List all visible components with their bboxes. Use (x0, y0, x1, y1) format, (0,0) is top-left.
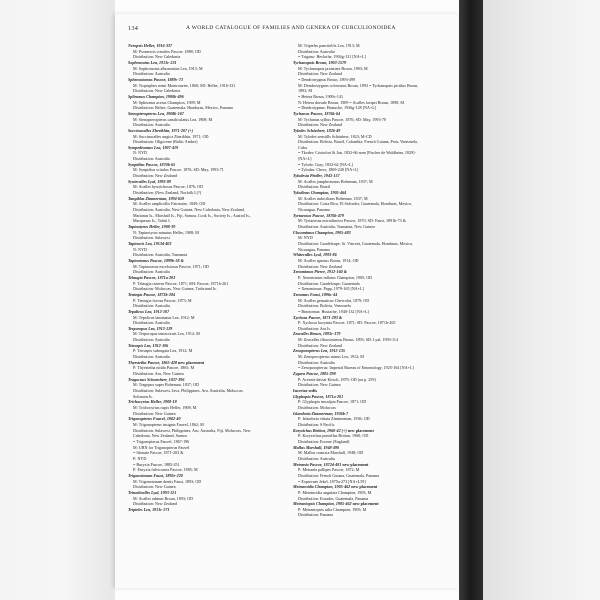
entry-detail-line: Distribution: Australia (133, 354, 170, 360)
genus-name: Tapinotyrus Heller, 1908-39 (128, 224, 176, 229)
entry-detail-line: N: NYD (133, 246, 147, 252)
genus-name: Succinacalles Zherikhin, 1971-207 (+) (128, 127, 194, 133)
entry-detail-line: Distribution: Sulawesi, Java, Philippines, Aru, Australia, Moluccas, (133, 388, 244, 394)
placement-note: new placement (342, 461, 369, 467)
genus-name: Glyphopia Pascoe, 1871a-201 (293, 393, 344, 399)
genus-name: Tetraspis Lea, 1912-106 (128, 342, 169, 348)
genus-name: Tylodinus Champion, 1905-464 (293, 190, 347, 196)
entry-detail-line: N: Hetera dorsale Broun, 1909 = Acalles fasipei Broun, 1898; M (298, 99, 404, 105)
entry-detail-line: = Trigono: Heslache, 1904g-131 [NA+L] (298, 54, 366, 60)
genus-name: Telaugia Pascoe, 1871a-203 (128, 274, 176, 280)
entry-detail-line: M: NYD (298, 235, 313, 241)
entry-detail-line: Solomon Is. (133, 393, 153, 399)
entry-detail-line: Distribution: Bolivia, Venezuela (298, 303, 351, 309)
placement-note: new placement (352, 501, 379, 507)
entry-detail-line: Distribution: Brazil (298, 184, 330, 190)
entry-detail-line: N: NYD (133, 150, 147, 156)
entry-detail-line: Distribution: New Caledonia (133, 88, 181, 94)
entry-detail-line: Distribution: Costa Rica, El Salvador, Guatemala, Honduras, Mexico, (298, 201, 413, 207)
entry-detail-line: M: Splinonus acetus Champion, 1909; M (133, 99, 201, 105)
entry-detail-line: [NA+L] (298, 156, 312, 162)
entry-detail-line: = Trigonopterus Fauvel, 1867-196 (133, 438, 190, 444)
entry-detail-line: M: Tropisphex nemi Montrouzier, 1860; SD: Heller, 1916-331 (133, 82, 236, 88)
entry-detail-line: P: Koryzichus pontellus Britton, 1960; OD (298, 433, 369, 439)
entry-detail-line: Distribution: Guadeloupe; Guatemala (298, 280, 360, 286)
entry-detail-line: M: Acalles ignotus Broun, 1914; OD (298, 257, 359, 263)
genus-name: Mallus Marshall, 1948-490 (293, 444, 340, 450)
entry-detail-line: Distribution: New Zealand (298, 122, 342, 128)
genus-name: Splinonus Champion, 1900b-496 (128, 93, 184, 99)
entry-detail-line: P: Tentegia favosa Pascoe, 1873; M (133, 297, 192, 303)
entry-detail-line: M: Terporopus tenuicornis Lea, 1912; M (133, 331, 200, 337)
genus-heading (128, 507, 286, 513)
genus-name: Neropsis Heller, 1916-337 (128, 43, 173, 48)
entry-detail-line: M: Zeacalles fibrosissimus Broun, 1893; SD: Lyal, 1993-114 (298, 337, 399, 343)
entry-detail-line: Distribution: Moluccas, New Guinea, Trobriand Is. (133, 286, 217, 292)
entry-detail-line: = Zenoporopterus: Imperial Bureau of Entomology, 1925-164 [NA+L] (298, 365, 414, 371)
facing-page-edge (483, 0, 600, 600)
entry-detail-line: M: Tylodes sensiills Schönherr, 1823; M-CD (298, 133, 372, 139)
genus-name: Trigonotonum Faust, 1892e-220 (128, 472, 183, 478)
entry-detail-line: Distribution: New Zealand (298, 342, 342, 348)
entry-detail-line: M: Tripteles panctiolfis Lea, 1913; M (298, 43, 360, 48)
entry-detail-line: M: Stenopteropterus canaliculatus Lea, 1908; M (133, 116, 213, 122)
entry-detail-line: Distribution: Australia (298, 359, 335, 365)
genus-name: Whitecalles Lyal, 1993-86 (293, 252, 337, 258)
entry-detail-line: = Tylodas: Chevr, 1869-240 [NA+L] (298, 167, 359, 173)
entry-detail-line: Distribution: Australia, Tasmania, New Guinea (298, 224, 375, 229)
genus-name: Tapinotonus Pascoe, 1899b-58 & (128, 257, 184, 263)
entry-detail-line: P: Euryxia fulvicornis Pascoe, 1885; M (133, 467, 198, 473)
book-gutter (459, 0, 483, 600)
entry-detail-line: Distribution: Aru Is. (298, 325, 332, 331)
entry-detail-line: M: Psomecris comifex Pascoe, 1888; OD (133, 48, 201, 54)
placement-note: new placement (178, 359, 205, 365)
entry-detail-line: P: Glyphopia insculpta Pascoe, 1871; OD (298, 399, 367, 405)
entry-detail-line: Distribution: New Zealand (133, 501, 177, 507)
entry-detail-line: P: Metraniopsis ralia Champion, 1905; M (298, 506, 367, 512)
entry-detail-line: = Dendrotypnus: Hustache, 1936g-128 [NA+L] (298, 105, 377, 111)
entry-detail-line: P: Xenomimus inflatus Champion, 1905; OD (298, 274, 373, 280)
entry-detail-line: M: Acalles amplicollis Fairmaire, 1849; OD (133, 201, 206, 207)
entry-detail-line: P: Islandoria vittata Zimmerman, 1936; OD (298, 416, 370, 422)
entry-detail-line: Cuba (298, 144, 307, 150)
entry-detail-line: M: Acalles indocilians Boheman, 1837; M (298, 195, 368, 201)
genus-name: Zeacalles Broun, 1893c-379 (293, 331, 341, 337)
entry-detail-line: Distribution: Australia (133, 156, 170, 162)
entry-detail-line: Distribution: S Pacific (298, 421, 335, 427)
entry-detail-line: P: Metrania pallipes Pascoe, 1872; M (298, 467, 360, 473)
entry-detail-line: P: Telaugia cinerea Pascoe, 1871; SM: Pascoe, 1871b-261 (133, 280, 229, 286)
genus-name: Xenomus Faust, 1896c-44 (293, 291, 338, 297)
entry-detail-line: Distribution: New Guinea (133, 410, 176, 416)
entry-detail-line: Distribution: New Zealand (133, 173, 177, 179)
entry-detail-line: M: Succinacalles ungica Zherikhin, 1971; OD (133, 133, 209, 139)
entry-detail-line: M: Tapinoserus excelsiosus Pascoe, 1871; OD (133, 263, 209, 269)
entry-detail-line: M: Sophronotus albonotatus Lea, 1913; M (133, 65, 203, 71)
entry-detail-line: Distribution: Australia (298, 455, 335, 461)
entry-detail-line: = Dendrostygnus Broun, 1893-499 (298, 76, 356, 82)
genus-name: Tragocnus Schoenherr, 1837-396 (128, 376, 185, 382)
entry-detail-line: M: Dendrostygnus coloreatus Broun, 1893 = Tychanopais pictilus Broun, (298, 82, 419, 88)
entry-detail-line: = Binotomus: Hustache, 1940-132 [NA+L] (298, 308, 369, 314)
genus-name: Synpidius Pascoe, 1870b-65 (128, 161, 176, 167)
genus-name: Tripteles Lea, 1913c-271 (128, 506, 170, 512)
entry-detail-line: Distribution: Australia (133, 269, 170, 275)
entry-detail-line: Distribution: Australia, New Guinea, New Caledonia, New Zealand, (133, 207, 245, 213)
entry-detail-line: Distribution: Aru, New Guinea (133, 371, 184, 377)
genus-name: Sphenostomus Pascoe, 1889c-73 (128, 76, 183, 82)
genus-name: Thyestetha Pascoe, 1865-428 (128, 359, 178, 365)
entry-detail-line: Distribution: Guadeloupe, St. Vincent, Guatemala, Honduras, Mexico, (298, 240, 414, 246)
running-head: A WORLD CATALOGUE OF FAMILIES AND GENERA OF CURCULIONOIDEA (186, 25, 396, 31)
entry-detail-line: M: Tychanus sylbus Pascoe, 1876; SD: May, 1993-70 (298, 116, 386, 122)
genus-name: Ulosomimus Champion, 1905-483 (293, 229, 351, 235)
entry-detail-line: = Exptecnes Jekel, 1875a-273 [NA+L59] (298, 478, 366, 484)
entry-detail-line: M: Tyrtaeosus microlineosi Pascoe, 1870; SD: Faust, 1891b-73 & (298, 218, 406, 224)
placement-note: new placement (347, 427, 374, 433)
entry-detail-line: Distribution: Eocene (England) (298, 438, 350, 444)
entry-detail-line: Distribution: Ecuador, Guatemala, Panama (298, 495, 369, 501)
entry-detail-line: P: Acenste daviai Kirsch, 1879; OD (on p. 259) (298, 376, 376, 382)
genus-name: Tepalicus Lea, 1912-107 (128, 308, 170, 314)
entry-detail-line: Distribution: Australia (133, 320, 170, 326)
entry-detail-line: M: Trigonopterus insignis Fauvel, 1862; M (133, 421, 204, 427)
entry-detail-line: M: URN for Trigonopterus Fauvel (133, 444, 190, 450)
genus-name: Tylodesia Piedler, 1943-157 (293, 173, 340, 179)
entry-detail-line: = Buryxia Pascoe, 1885-251 (133, 461, 180, 467)
genus-name: Tentegia Pascoe, 1873b-284 (128, 291, 176, 297)
entry-detail-line: Distribution: New Guinea (133, 484, 176, 490)
entry-detail-line: Distribution: New Guinea (298, 382, 341, 388)
genus-name: Tychanus Pascoe, 1876b-64 (293, 110, 341, 116)
entry-detail-line: M: Trigonotonum dentis Faust, 1893; OD (133, 478, 202, 484)
entry-detail-line: Distribution: Australia (133, 337, 170, 343)
genus-name: Metraniopsis Champion, 1905-462 (293, 501, 352, 507)
genus-name: Syntecalles Lyal, 1993-89 (128, 178, 171, 184)
entry-detail-line: M: Acalles adamsi Broun, 1893; OD (133, 495, 194, 501)
entry-detail-line: = Idotarte Pascoe, 1871-203 & (133, 450, 184, 456)
entry-detail-line: Distribution: New Zealand (298, 263, 342, 269)
entry-detail-line: Distribution: Oligocene (Baltic Amber) (133, 139, 198, 145)
right-column (293, 43, 451, 518)
entry-detail-line: M: Tragopus super Boheman, 1837; OD (133, 382, 199, 388)
entry-detail-line: P: Thyestetha nitida Pascoe, 1865; M (133, 365, 195, 371)
genus-name: Metrania Pascoe, 1872d-481 (293, 461, 342, 467)
genus-name: Islandoria Zimmerman, 1936b-7 (293, 410, 349, 416)
entry-detail-line: Distribution: Australia (133, 122, 170, 128)
entry-detail-line: M: Tepalicus laminatus Lea, 1912; M (133, 314, 195, 320)
entry-detail-line: M: Synpidius scitulus Pascoe, 1876; SD: May, 1993-71 (133, 167, 224, 173)
genus-name: Trigonopterus Fauvel, 1862-40 (128, 416, 181, 422)
entry-detail-line: Nicaragua, Panama (298, 246, 330, 252)
entry-detail-line: Distribution: (New Zealand, Norfolk I.(?) (133, 190, 202, 196)
page-number: 134 (128, 25, 139, 32)
genus-name: Tychanopais Broun, 1903-1579 (293, 59, 347, 65)
entry-detail-line: = Tylodo: Gray, 1832-62 [NA+L] (298, 161, 354, 167)
entry-detail-line: P: Metrancidia angulata Champion, 1905; M (298, 489, 372, 495)
entry-detail-line: M: Tychanopais praistiaie Broun, 1893; M (298, 65, 368, 71)
entry-detail-line: P: Xychosa lacrymia Pascoe, 1871; SD: Pascoe, 1871b-265 (298, 320, 396, 326)
genus-name: Stenopteropterus Lea, 1908b-167 (128, 110, 184, 116)
genus-name: Terporopus Lea, 1912-129 (128, 325, 173, 331)
entry-detail-line: Distribution: New Caledonia (133, 54, 181, 60)
genus-name: Xychosa Pascoe, 1871-293 & (293, 314, 343, 320)
entry-detail-line: M: Trichocyrtus rupix Heller, 1908; M (133, 405, 197, 410)
entry-detail-line: Marianas Is., Marshall Is., Fiji, Samoa, Cook Is., Society Is., Austral Is., (133, 212, 251, 218)
genus-name: Tylodes Schönherr, 1826-49 (293, 127, 341, 133)
entry-detail-line: Distribution: New Zealand (298, 71, 342, 77)
book-left-margin (0, 0, 115, 600)
entry-detail-line: M: Acalles gemuticus Chevrolat, 1879; OD (298, 297, 370, 303)
entry-detail-line: Marquesas Is., Tahiti I. (133, 218, 171, 224)
entry-detail-line: M: Acalles jamphronosus Boheman, 1837; M (298, 178, 373, 184)
entry-detail-line: Distribution: Panama (298, 512, 333, 518)
entry-detail-line: Distribution: Sulawesi, Philippines, Aru, Australia, Fiji, Moluccas, New (133, 427, 251, 433)
entry-detail-line: M: Zenoporopterus minus Lea, 1912; M (298, 354, 364, 360)
genus-name: Tangiblas Zimmerman, 1994-659 (128, 195, 185, 201)
entry-detail-line: = Xenomimus: Papp, 1979-165 [NA+L] (298, 286, 364, 292)
entry-detail-line: Distribution: Moluccas (298, 405, 336, 410)
entry-detail-line: M: Acalles hystrichosus Pascoe, 1876; OD (133, 184, 204, 190)
genus-name: Koryzichus Britton, 1960-42 (+) (293, 427, 347, 433)
entry-detail-line: = Tkoder: Cristofori & Jan, 1832-66 nom [Fischer de Waldheim, 1829]- (298, 150, 416, 156)
genus-name: Tyrtaeosus Pascoe, 1870b-479 (293, 212, 344, 218)
genus-name: Zygara Pascoe, 1885-298 (293, 371, 336, 377)
entry-detail-line: Caledonia, New Zealand, Samoa (133, 433, 187, 439)
genus-name: Zenoporopterus Lea, 1912-135 (293, 348, 345, 354)
entry-detail-line: 1893; M (298, 88, 312, 94)
genus-name: Sympedisomus Lea, 1907-419 (128, 144, 179, 150)
entry-detail-line: N: Tapinotyrus minutus Heller, 1908; M (133, 229, 199, 235)
entry-detail-line: Distribution: Bolivia, Brazil, Colombia, French Guiana, Peru, Venezuela, (298, 139, 418, 145)
entry-detail-line: Distribution: Australia (298, 48, 335, 54)
entry-detail-line: P: NYD (133, 455, 147, 461)
entry-detail-line: Distribution: Australia (133, 71, 170, 77)
genus-name: Xenomimus Pierce, 1912-160 & (293, 269, 347, 275)
section-heading: Incertae sedis (293, 388, 317, 394)
entry-detail-line: P: Tetraspis subrugata Lea, 1912; M (133, 348, 193, 354)
genus-name: Trinodicalles Lyal, 1993-121 (128, 489, 177, 495)
entry-detail-line: = Hetera Broun, 1909c-141 (298, 93, 344, 99)
entry-detail-line: Distribution: Belize, Guatemala, Honduras, Mexico, Panama (133, 105, 233, 111)
genus-name: Sophronotus Lea, 1913c-221 (128, 59, 177, 65)
entry-detail-line: M: Mallus comixta Marshall, 1948; OD (298, 450, 364, 456)
entry-detail-line: Distribution: Sulawesi (133, 235, 170, 241)
entry-detail-line: Distribution: Australia (133, 303, 170, 309)
entry-detail-line: Nicaragua, Panama (298, 207, 330, 213)
genus-name: Tapinocis Lea, 1913d-403 (128, 240, 172, 246)
genus-name: Trichocyrtus Heller, 1908-18 (128, 399, 177, 405)
genus-name: Metrancidia Champion, 1905-462 (293, 484, 351, 490)
left-column (128, 43, 286, 512)
placement-note: new placement (351, 484, 378, 490)
entry-detail-line: Distribution: French Guiana, Guatemala, Panama (298, 472, 379, 478)
entry-detail-line: Distribution: Australia, Tasmania (133, 252, 188, 258)
